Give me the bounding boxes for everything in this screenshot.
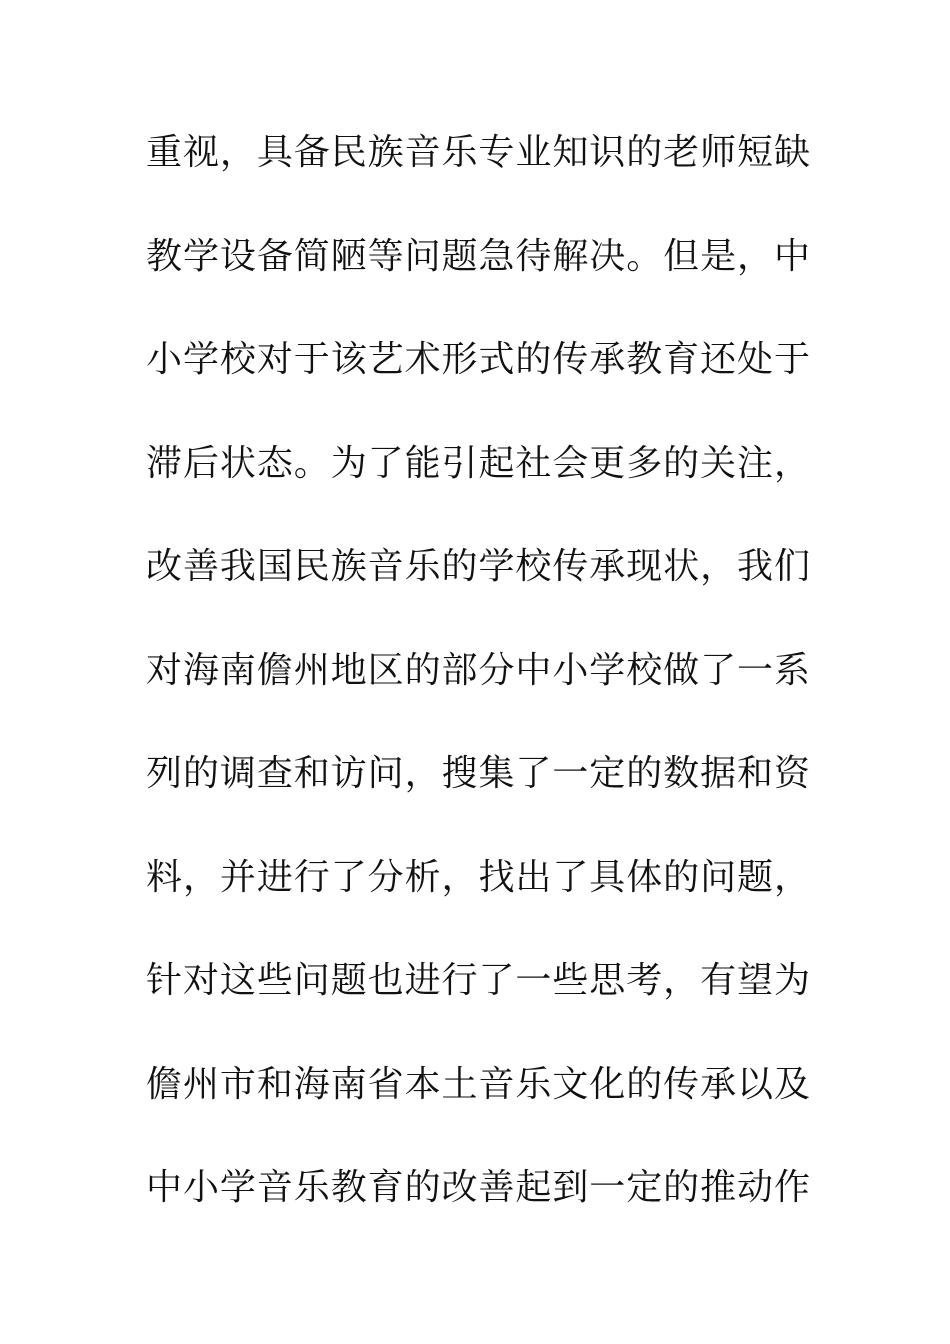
text-line-6: 对海南儋州地区的部分中小学校做了一系	[146, 649, 810, 691]
body-text	[146, 128, 810, 1267]
text-line-1: 重视，具备民族音乐专业知识的老师短缺	[146, 132, 810, 173]
text-line-5: 改善我国民族音乐的学校传承现状，我们	[146, 546, 810, 587]
text-line-3: 小学校对于该艺术形式的传承教育还处于	[146, 339, 810, 380]
text-line-2: 教学设备简陋等问题急待解决。但是，中	[146, 235, 810, 277]
text-line-8: 料，并进行了分析，找出了具体的问题，	[146, 856, 810, 898]
text-line-9: 针对这些问题也进行了一些思考，有望为	[146, 960, 810, 1001]
text-line-7: 列的调查和访问，搜集了一定的数据和资	[146, 753, 810, 794]
text-line-10: 儋州市和海南省本土音乐文化的传承以及	[146, 1063, 810, 1105]
text-line-4: 滞后状态。为了能引起社会更多的关注，	[146, 442, 810, 484]
text-line-11: 中小学音乐教育的改善起到一定的推动作	[146, 1167, 810, 1208]
